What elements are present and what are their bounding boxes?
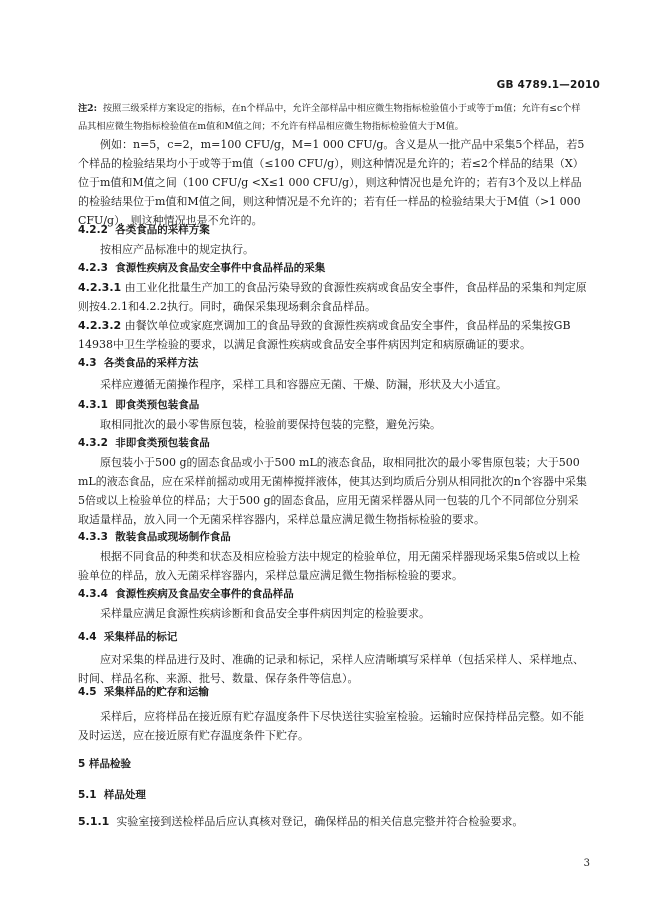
heading-4-3-4: 4.3.4 食源性疾病及食品安全事件的食品样品 xyxy=(78,588,294,600)
heading-5: 5 样品检验 xyxy=(78,758,131,770)
note-2 xyxy=(78,100,588,136)
page-number: 3 xyxy=(583,858,590,869)
para-4-3-3: 根据不同食品的种类和状态及相应检验方法中规定的检验单位，用无菌采样器现场采集5倍或以上检验单位的样品，放入无菌采样容器内，采样总量应满足微生物指标检验的要求。 xyxy=(78,550,580,582)
heading-4-3-2: 4.3.2 非即食类预包装食品 xyxy=(78,437,210,449)
para-4-2-3-1: 4.2.3.1 由工业化批量生产加工的食品污染导致的食源性疾病或食品安全事件，食品样品的采集和判定原则按4.2.1和4.2.2执行。同时，确保采集现场剩余食品样品。 xyxy=(78,281,587,313)
para-5-1-1: 5.1.1 实验室接到送检样品后应认真核对登记，确保样品的相关信息完整并符合检验要求。 xyxy=(78,815,524,828)
heading-4-2-2: 4.2.2 各类食品的采样方案 xyxy=(78,224,210,236)
heading-4-3: 4.3 各类食品的采样方法 xyxy=(78,357,199,369)
para-4-3-2: 原包装小于500 g的固态食品或小于500 mL的液态食品，取相同批次的最小零售原包装；大于500 mL的液态食品，应在采样前摇动或用无菌棒搅拌液体，使其达到均质后分别从相同批次的n个容器中采集5倍或以上检验单位的样品；大于500 g的固态食品，应用无菌采样器从同一包装的几个不同部位分别采取适量样品，放入同一个无菌采样容器内，采样总量应满足微生物指标检验的要求。 xyxy=(78,456,587,526)
para-4-2-3-2: 4.2.3.2 由餐饮单位或家庭烹调加工的食品导致的食源性疾病或食品安全事件，食品样品的采集按GB 14938中卫生学检验的要求，以满足食源性疾病或食品安全事件病因判定和病原确证的要求。 xyxy=(78,319,571,351)
clause-number: 5.1.1 xyxy=(78,815,110,828)
heading-4-3-1: 4.3.1 即食类预包装食品 xyxy=(78,399,200,411)
clause-number: 4.2.3.1 xyxy=(78,281,122,294)
clause-number: 4.2.3.2 xyxy=(78,319,122,332)
para-4-3-1: 取相同批次的最小零售原包装，检验前要保持包装的完整，避免污染。 xyxy=(100,418,441,431)
para-4-3-4: 采样量应满足食源性疾病诊断和食品安全事件病因判定的检验要求。 xyxy=(100,607,430,620)
standard-number: GB 4789.1—2010 xyxy=(496,79,600,91)
para-4-4: 应对采集的样品进行及时、准确的记录和标记，采样人应清晰填写采样单（包括采样人、采样地点、时间、样品名称、来源、批号、数量、保存条件等信息）。 xyxy=(78,653,584,685)
para-4-2-2: 按相应产品标准中的规定执行。 xyxy=(100,243,254,256)
example-paragraph: 例如：n=5，c=2，m=100 CFU/g，M=1 000 CFU/g。含义是从一批产品中采集5个样品，若5个样品的检验结果均小于或等于m值（≤100 CFU/g），则这种情况是允许的；若≤2个样品的结果（X）位于m值和M值之间（100 CFU/g <X≤1 000 CFU/g），则这种情况也是允许的；若有3个及以上样品的检验结果位于m值和M值之间，则这种情况是不允许的；若有任一样品的检验结果大于M值（>1 000 CFU/g），则这种情况也是不允许的。 xyxy=(78,138,585,227)
heading-5-1: 5.1 样品处理 xyxy=(78,789,146,801)
heading-4-4: 4.4 采集样品的标记 xyxy=(78,631,178,643)
para-4-5: 采样后，应将样品在接近原有贮存温度条件下尽快送往实验室检验。运输时应保持样品完整。如不能及时运送，应在接近原有贮存温度条件下贮存。 xyxy=(78,710,584,742)
note-label: 注2: xyxy=(78,103,97,114)
note-text: 按照三级采样方案设定的指标，在n个样品中，允许全部样品中相应微生物指标检验值小于或等于m值；允许有≤c个样品其相应微生物指标检验值在m值和M值之间；不允许有样品相应微生物指标检验值大于M值。 xyxy=(78,103,581,132)
heading-4-5: 4.5 采集样品的贮存和运输 xyxy=(78,686,209,698)
heading-4-2-3: 4.2.3 食源性疾病及食品安全事件中食品样品的采集 xyxy=(78,262,326,274)
para-4-3: 采样应遵循无菌操作程序，采样工具和容器应无菌、干燥、防漏，形状及大小适宜。 xyxy=(100,378,507,391)
heading-4-3-3: 4.3.3 散装食品或现场制作食品 xyxy=(78,531,231,543)
